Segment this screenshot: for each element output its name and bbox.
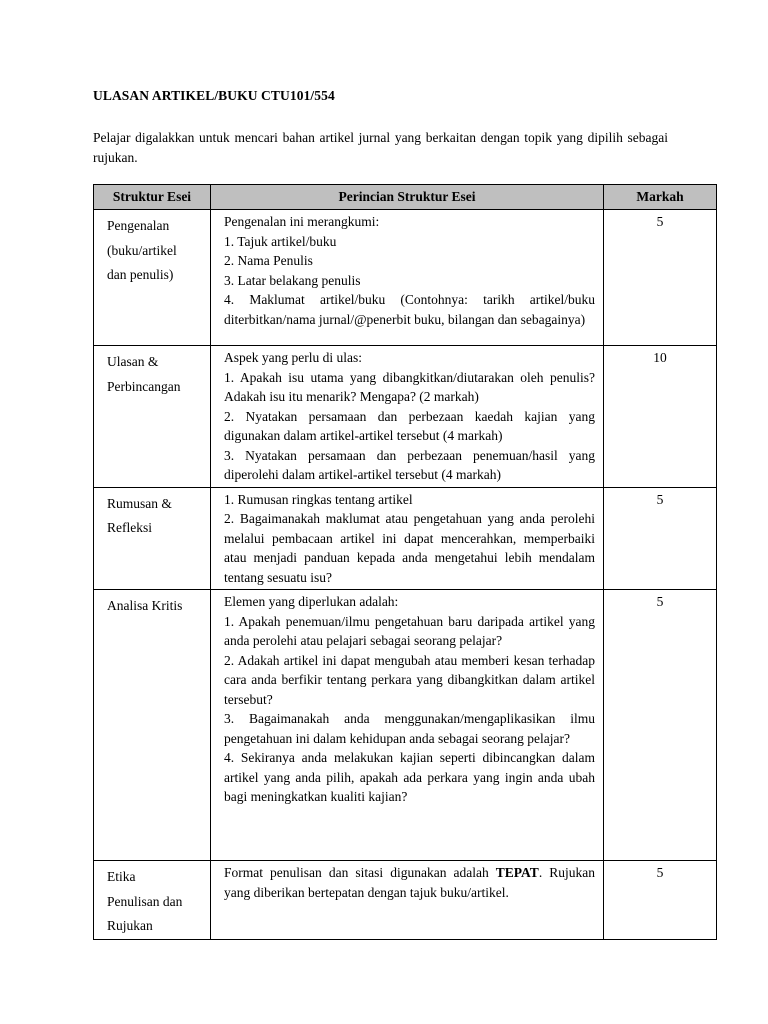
table-header-row	[94, 185, 717, 210]
struktur-text: Perbincangan	[107, 378, 181, 394]
struktur-text: dan penulis)	[107, 267, 174, 282]
perincian-line: 3. Nyatakan persamaan dan perbezaan penemuan/hasil yang diperolehi dalam artikel-artikel tersebut (4 markah)	[224, 447, 595, 482]
perincian-line: Pengenalan ini merangkumi:	[224, 214, 380, 229]
intro-paragraph: Pelajar digalakkan untuk mencari bahan artikel jurnal yang berkaitan dengan topik yang dipilih sebagai rujukan.	[93, 130, 668, 165]
perincian-cell	[211, 487, 604, 590]
markah-cell: 5	[604, 210, 717, 346]
perincian-line: 1. Apakah penemuan/ilmu pengetahuan baru daripada artikel yang anda perolehi atau pelajari sebagai seorang pelajar?	[224, 613, 595, 648]
table-row	[94, 487, 717, 590]
perincian-line: 2. Nyatakan persamaan dan perbezaan kaedah kajian yang digunakan dalam artikel-artikel tersebut (4 markah)	[224, 408, 595, 443]
header-struktur: Struktur Esei	[94, 185, 211, 210]
struktur-cell	[94, 210, 211, 346]
table-row	[94, 861, 717, 940]
markah-cell: 10	[604, 346, 717, 488]
perincian-text: Format penulisan dan sitasi digunakan adalah	[224, 865, 496, 880]
struktur-text: Penulisan dan	[107, 893, 183, 909]
header-markah: Markah	[604, 185, 717, 210]
markah-cell: 5	[604, 487, 717, 590]
perincian-line: Aspek yang perlu di ulas:	[224, 350, 362, 365]
document-title: ULASAN ARTIKEL/BUKU CTU101/554	[93, 88, 335, 103]
perincian-line: 1. Tajuk artikel/buku	[224, 233, 337, 249]
perincian-line: 1. Rumusan ringkas tentang artikel	[224, 491, 413, 507]
struktur-cell	[94, 861, 211, 940]
perincian-line: 4. Maklumat artikel/buku (Contohnya: tarikh artikel/buku diterbitkan/nama jurnal/@penerbit buku, bilangan dan sebagainya)	[224, 292, 595, 327]
markah-cell: 5	[604, 590, 717, 861]
table-row	[94, 590, 717, 861]
header-perincian: Perincian Struktur Esei	[211, 185, 604, 210]
struktur-cell	[94, 590, 211, 861]
struktur-text: Refleksi	[107, 520, 152, 535]
perincian-line: Elemen yang diperlukan adalah:	[224, 594, 399, 609]
perincian-cell	[211, 346, 604, 488]
struktur-text: Analisa Kritis	[107, 598, 183, 613]
struktur-text: Ulasan &	[107, 354, 159, 369]
essay-structure-table	[93, 184, 717, 940]
struktur-text: (buku/artikel	[107, 242, 177, 258]
perincian-cell	[211, 861, 604, 940]
perincian-line: 3. Latar belakang penulis	[224, 272, 361, 288]
perincian-cell	[211, 590, 604, 861]
struktur-text: Rumusan &	[107, 495, 172, 511]
table-row	[94, 210, 717, 346]
struktur-text: Pengenalan	[107, 218, 170, 233]
perincian-emphasis: TEPAT	[495, 865, 539, 880]
perincian-cell	[211, 210, 604, 346]
perincian-line: 2. Nama Penulis	[224, 253, 313, 268]
perincian-line: 1. Apakah isu utama yang dibangkitkan/diutarakan oleh penulis? Adakah isu itu menarik? Mengapa? (2 markah)	[224, 369, 595, 404]
perincian-line: 3. Bagaimanakah anda menggunakan/mengaplikasikan ilmu pengetahuan ini dalam kehidupan anda sebagai seorang pelajar?	[224, 711, 595, 746]
perincian-text: . Rujukan yang diberikan bertepatan dengan tajuk buku/artikel.	[224, 865, 595, 900]
perincian-line: 2. Adakah artikel ini dapat mengubah atau memberi kesan terhadap cara anda berfikir tentang perkara yang dibangkitkan dalam artikel tersebut?	[224, 652, 595, 707]
struktur-text: Rujukan	[107, 918, 153, 933]
struktur-text: Etika	[107, 869, 136, 884]
perincian-line: 4. Sekiranya anda melakukan kajian seperti dibincangkan dalam artikel yang anda pilih, apakah ada perkara yang ingin anda ubah bagi meningkatkan kualiti kajian?	[224, 750, 595, 804]
struktur-cell	[94, 346, 211, 488]
struktur-cell	[94, 487, 211, 590]
table-row	[94, 346, 717, 488]
markah-cell: 5	[604, 861, 717, 940]
perincian-line: 2. Bagaimanakah maklumat atau pengetahuan yang anda perolehi melalui pembacaan artikel ini dapat mencerahkan, memperbaiki atau menjadi panduan kepada anda mengetahui lebih mendalam tentang sesuatu isu?	[224, 511, 595, 585]
